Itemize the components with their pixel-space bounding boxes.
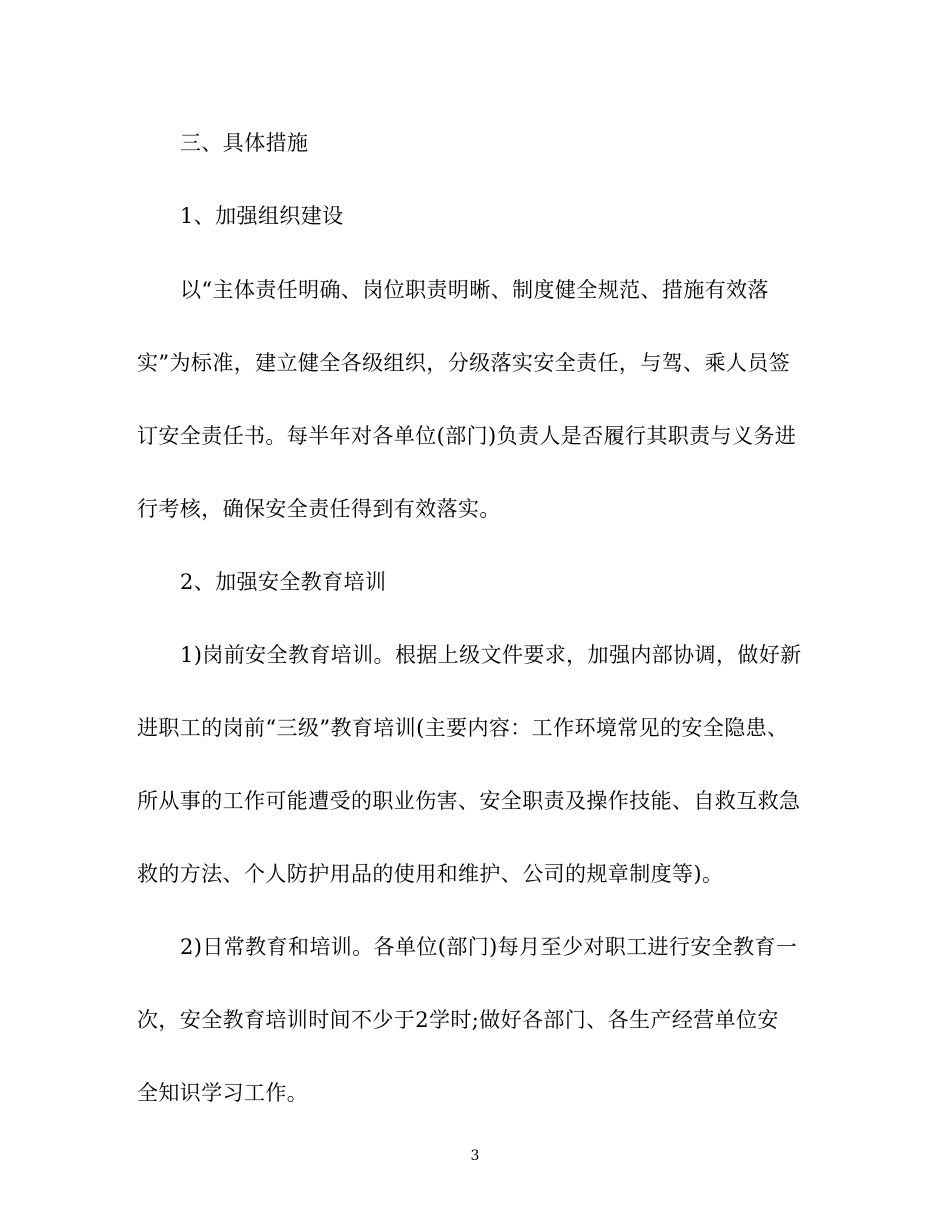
paragraph-line: 全知识学习工作。 (137, 1081, 309, 1105)
page-number: 3 (470, 1148, 480, 1164)
paragraph-line: 行考核，确保安全责任得到有效落实。 (137, 497, 501, 521)
paragraph-line: 次，安全教育培训时间不少于2学时;做好各部门、各生产经营单位安 (137, 1008, 779, 1032)
paragraph-line: 以“主体责任明确、岗位职责明晰、制度健全规范、措施有效落 (180, 278, 769, 302)
paragraph-line: 所从事的工作可能遭受的职业伤害、安全职责及操作技能、自救互救急 (137, 789, 801, 813)
paragraph-line: 进职工的岗前“三级”教育培训(主要内容：工作环境常见的安全隐患、 (137, 716, 789, 740)
subsection-heading: 2、加强安全教育培训 (180, 570, 387, 594)
section-heading: 三、具体措施 (180, 131, 309, 155)
subsection-heading: 1、加强组织建设 (180, 204, 344, 228)
paragraph-line: 2)日常教育和培训。各单位(部门)每月至少对职工进行安全教育一 (180, 935, 798, 959)
paragraph-line: 实”为标准，建立健全各级组织，分级落实安全责任，与驾、乘人员签 (137, 351, 791, 375)
paragraph-line: 订安全责任书。每半年对各单位(部门)负责人是否履行其职责与义务进 (137, 424, 797, 448)
paragraph-line: 1)岗前安全教育培训。根据上级文件要求，加强内部协调，做好新 (180, 643, 802, 667)
paragraph-line: 救的方法、个人防护用品的使用和维护、公司的规章制度等)。 (137, 862, 724, 886)
